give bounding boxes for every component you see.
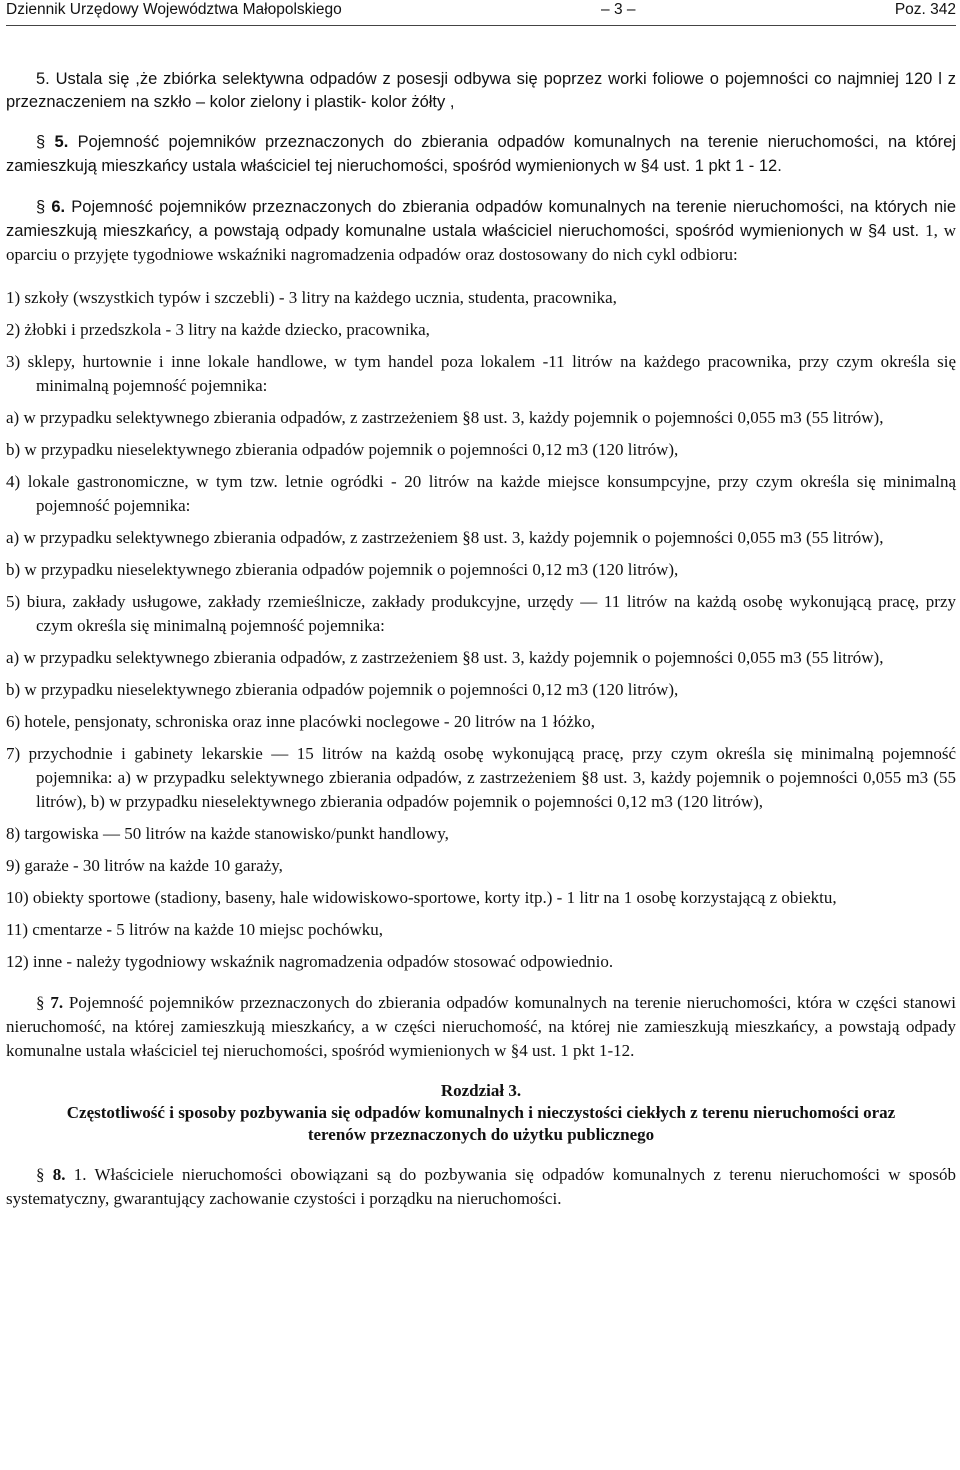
list-subitem: a) w przypadku selektywnego zbierania odpadów, z zastrzeżeniem §8 ust. 3, każdy pojemnik o pojemności 0,055 m3 (55 litrów), bbox=[6, 648, 884, 667]
list-item: 12) inne - należy tygodniowy wskaźnik nagromadzenia odpadów stosować odpowiednio. bbox=[6, 952, 614, 971]
list-subitem: a) w przypadku selektywnego zbierania odpadów, z zastrzeżeniem §8 ust. 3, każdy pojemnik o pojemności 0,055 m3 (55 litrów), bbox=[6, 408, 884, 427]
list-item: 2) żłobki i przedszkola - 3 litry na każde dziecko, pracownika, bbox=[6, 320, 430, 339]
capacity-list bbox=[6, 286, 956, 974]
section-text: Pojemność pojemników przeznaczonych do zbierania odpadów komunalnych na terenie nieruchomości, na której zamieszkują mieszkańcy ustala właściciel tej nieruchomości, spośród wymienionych w §4 ust. 1 pkt 1 - 12. bbox=[6, 133, 956, 175]
journal-title: Dziennik Urzędowy Województwa Małopolskiego bbox=[6, 1, 342, 18]
list-subitem: a) w przypadku selektywnego zbierania odpadów, z zastrzeżeniem §8 ust. 3, każdy pojemnik o pojemności 0,055 m3 (55 litrów), bbox=[6, 528, 884, 547]
section-text: Pojemność pojemników przeznaczonych do zbierania odpadów komunalnych na terenie nieruchomości, na których nie zamieszkują mieszkańcy, a powstają odpady komunalne ustala właściciel nieruchomości, spośród wymienionych w §4 ust. bbox=[6, 198, 956, 240]
list-item: 9) garaże - 30 litrów na każde 10 garaży, bbox=[6, 856, 283, 875]
point-5-paragraph: 5. Ustala się ,że zbiórka selektywna odpadów z posesji odbywa się poprzez worki foliowe o pojemności co najmniej 120 l z przeznaczeniem na szkło – kolor zielony i plastik- kolor żółty , bbox=[6, 70, 956, 111]
section-8 bbox=[6, 1163, 956, 1211]
list-item: 6) hotele, pensjonaty, schroniska oraz inne placówki noclegowe - 20 litrów na 1 łóżko, bbox=[6, 712, 596, 731]
chapter-title: Częstotliwość i sposoby pozbywania się odpadów komunalnych i nieczystości ciekłych z terenu nieruchomości oraz terenów przeznaczonych do użytku publicznego bbox=[66, 1103, 896, 1144]
list-subitem: b) w przypadku nieselektywnego zbierania odpadów pojemnik o pojemności 0,12 m3 (120 litrów), bbox=[6, 680, 679, 699]
section-number: 6. bbox=[51, 198, 66, 216]
section-text-continued: 1, w oparciu o przyjęte tygodniowe wskaźniki nagromadzenia odpadów oraz dostosowany do nich cykl odbioru: bbox=[6, 221, 956, 264]
list-item: 3) sklepy, hurtownie i inne lokale handlowe, w tym handel poza lokalem -11 litrów na każdego pracownika, przy czym określa się minimalną pojemność pojemnika: bbox=[6, 352, 956, 395]
list-subitem: b) w przypadku nieselektywnego zbierania odpadów pojemnik o pojemności 0,12 m3 (120 litrów), bbox=[6, 440, 679, 459]
list-item: 1) szkoły (wszystkich typów i szczebli) - 3 litry na każdego ucznia, studenta, pracownika, bbox=[6, 288, 617, 307]
page-number: – 3 – bbox=[601, 1, 636, 18]
section-number: 8. bbox=[52, 1165, 66, 1184]
list-subitem: b) w przypadku nieselektywnego zbierania odpadów pojemnik o pojemności 0,12 m3 (120 litrów), bbox=[6, 560, 679, 579]
section-sign: § bbox=[36, 1165, 45, 1184]
list-item: 7) przychodnie i gabinety lekarskie — 15 litrów na każdą osobę wykonującą pracę, przy czym określa się minimalną pojemność pojemnika: a) w przypadku selektywnego zbierania odpadów, z zastrzeżeniem §8 ust. 3, każdy pojemnik o pojemności 0,055 m3 (55 litrów), b) w przypadku nieselektywnego zbierania odpadów pojemnik o pojemności 0,12 m3 (120 litrów), bbox=[6, 744, 956, 811]
list-item: 11) cmentarze - 5 litrów na każde 10 miejsc pochówku, bbox=[6, 920, 384, 939]
position-number: Poz. 342 bbox=[894, 1, 956, 18]
section-5 bbox=[6, 130, 956, 178]
section-number: 7. bbox=[50, 993, 64, 1012]
section-6 bbox=[6, 195, 956, 267]
chapter-heading bbox=[6, 1080, 956, 1146]
list-item: 8) targowiska — 50 litrów na każde stanowisko/punkt handlowy, bbox=[6, 824, 449, 843]
list-item: 4) lokale gastronomiczne, w tym tzw. letnie ogródki - 20 litrów na każde miejsce konsumpcyjne, przy czym określa się minimalną pojemność pojemnika: bbox=[6, 472, 956, 515]
page-header bbox=[6, 0, 956, 26]
chapter-label: Rozdział 3. bbox=[440, 1081, 522, 1100]
list-item: 10) obiekty sportowe (stadiony, baseny, hale widowiskowo-sportowe, korty itp.) - 1 litr na 1 osobę korzystającą z obiektu, bbox=[6, 888, 837, 907]
section-sign: § bbox=[36, 198, 46, 216]
list-item: 5) biura, zakłady usługowe, zakłady rzemieślnicze, zakłady produkcyjne, urzędy — 11 litrów na każdą osobę wykonującą pracę, przy czym określa się minimalną pojemność pojemnika: bbox=[6, 592, 956, 635]
section-sign: § bbox=[36, 993, 45, 1012]
section-text: Pojemność pojemników przeznaczonych do zbierania odpadów komunalnych na terenie nieruchomości, która w części stanowi nieruchomość, na której zamieszkują mieszkańcy, a w części nieruchomość, na której nie zamieszkują mieszkańcy, a powstają odpady komunalne ustala właściciel tej nieruchomości, spośród wymienionych w §4 ust. 1 pkt 1-12. bbox=[6, 993, 957, 1060]
section-7 bbox=[6, 991, 956, 1063]
section-sign: § bbox=[36, 133, 46, 151]
section-number: 5. bbox=[54, 133, 69, 151]
section-text: 1. Właściciele nieruchomości obowiązani są do pozbywania się odpadów komunalnych z terenu nieruchomości w sposób systematyczny, gwarantujący zachowanie czystości i porządku na nieruchomości. bbox=[6, 1165, 956, 1208]
